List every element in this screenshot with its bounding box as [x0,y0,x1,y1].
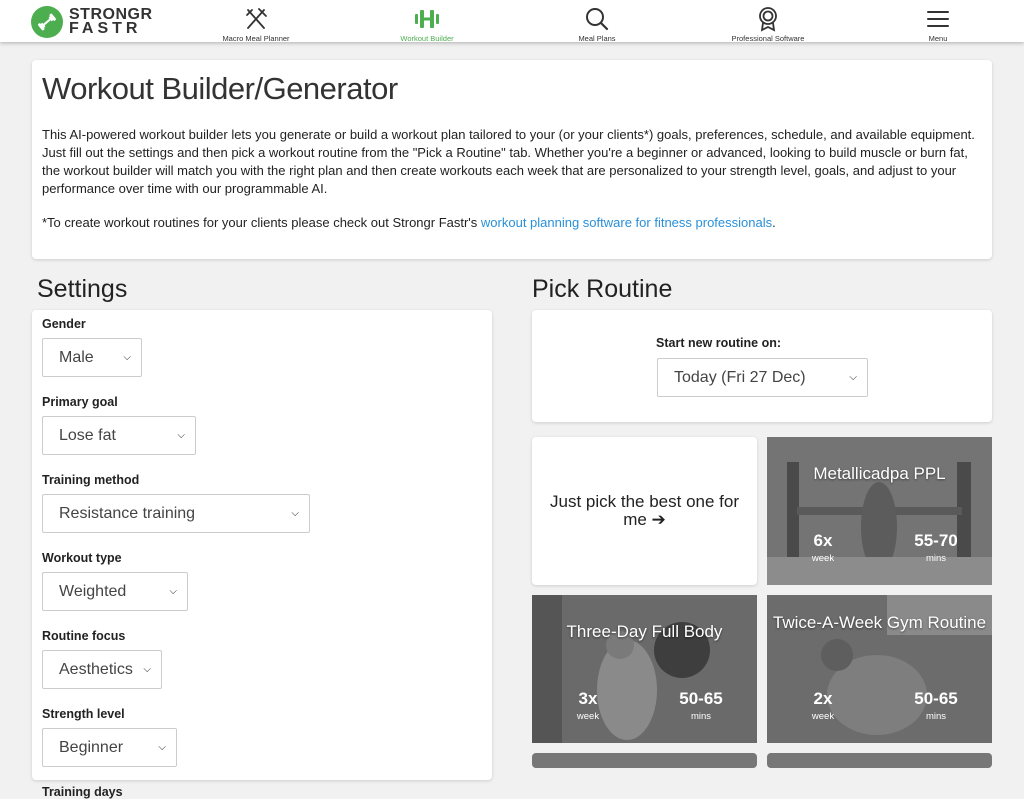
strength-level-select[interactable] [42,728,177,767]
routine-tile-metallicadpa-ppl[interactable] [767,437,992,585]
primary-goal-field [42,395,482,455]
routine-focus-label: Routine focus [42,629,126,643]
frequency-value: 2x [813,689,833,708]
strength-level-field [42,707,482,767]
note-suffix: . [772,215,776,230]
gender-value: Male [59,348,94,366]
gender-label: Gender [42,317,86,331]
logo-text [69,8,153,36]
workout-type-field [42,551,482,611]
intro-card [32,60,992,259]
frequency-value: 3x [578,689,598,708]
chevron-down-icon: ⌵ [169,586,177,597]
duration-value: 50-65 [679,689,723,708]
training-method-field [42,473,482,533]
award-icon [755,6,781,32]
chevron-down-icon: ⌵ [291,508,299,519]
dumbbell-icon [413,6,441,32]
training-method-select[interactable] [42,494,310,533]
routine-duration [906,690,966,722]
pick-best-text: Just pick the best one for me [550,492,739,529]
pro-software-link[interactable]: workout planning software for fitness professionals [480,215,773,230]
nav-professional-software[interactable] [708,6,828,43]
chevron-down-icon: ⌵ [158,742,166,753]
chevron-down-icon: ⌵ [849,372,857,383]
chevron-down-icon: ⌵ [177,430,185,441]
routine-name: Three-Day Full Body [566,622,723,641]
routine-duration [906,532,966,564]
logo-line1: STRONGR [69,6,153,23]
nav-label: Workout Builder [400,34,454,43]
start-routine-label: Start new routine on: [656,336,781,350]
nav-label: Professional Software [731,34,805,43]
strength-level-label: Strength level [42,707,125,721]
gender-select[interactable] [42,338,142,377]
top-navbar [0,0,1024,42]
note-prefix: *To create workout routines for your clients please check out Strongr Fastr's [42,215,481,230]
start-date-select[interactable] [657,358,868,397]
routine-tile-partial[interactable] [767,753,992,768]
hamburger-icon [925,6,951,32]
nav-macro-meal-planner[interactable] [196,6,316,43]
start-routine-card [532,310,992,422]
nav-workout-builder[interactable] [367,6,487,43]
frequency-unit: week [576,711,600,722]
pick-best-routine-tile[interactable] [532,437,757,585]
settings-heading: Settings [37,275,128,303]
routine-frequency [793,690,853,722]
nav-menu[interactable] [878,6,998,43]
primary-goal-select[interactable] [42,416,196,455]
routine-tile-three-day-full-body[interactable] [532,595,757,743]
workout-type-value: Weighted [59,582,127,600]
logo-dumbbell-icon [31,6,63,38]
arrow-right-icon: ➔ [651,510,666,529]
pick-best-label [550,493,739,529]
gender-field [42,317,482,377]
routine-focus-select[interactable] [42,650,162,689]
frequency-value: 6x [813,531,833,550]
training-days-label: Training days [42,785,123,799]
training-method-value: Resistance training [59,504,196,522]
routine-name: Metallicadpa PPL [813,464,946,483]
routine-tile-partial[interactable] [532,753,757,768]
routine-frequency [793,532,853,564]
duration-unit: mins [690,711,712,722]
page-title: Workout Builder/Generator [42,71,398,106]
workout-type-select[interactable] [42,572,188,611]
duration-unit: mins [925,553,947,564]
nav-label: Meal Plans [578,34,616,43]
frequency-unit: week [811,553,835,564]
settings-card [32,310,492,799]
intro-note [42,214,982,232]
routine-focus-field [42,629,482,689]
nav-label: Macro Meal Planner [222,34,290,43]
start-date-value: Today (Fri 27 Dec) [674,368,806,386]
intro-description: This AI-powered workout builder lets you generate or build a workout plan tailored to your (or your clients*) goals, preferences, schedule, and available equipment. Just fill out the settings and then pick a workout routine from the "Pick a Routine" tab. Whether you're a beginner or advanced, looking to build muscle or burn fat, the workout builder will match you with the right plan and then create workouts each week that are personalized to your strength level, goals, and adjust to your performance over time with our programmable AI. [42,127,975,196]
nav-label: Menu [928,34,948,43]
routine-tile-twice-a-week-gym[interactable] [767,595,992,743]
routine-duration [671,690,731,722]
duration-unit: mins [925,711,947,722]
chevron-down-icon: ⌵ [143,664,151,675]
training-days-field [42,785,482,799]
search-icon [584,6,610,32]
nav-meal-plans[interactable] [537,6,657,43]
duration-value: 50-65 [914,689,958,708]
routine-focus-value: Aesthetics [59,660,133,678]
duration-value: 55-70 [914,531,958,550]
logo-line2: FASTR [69,20,142,37]
workout-type-label: Workout type [42,551,122,565]
chevron-down-icon: ⌵ [123,352,131,363]
training-method-label: Training method [42,473,140,487]
primary-goal-value: Lose fat [59,426,116,444]
pick-routine-heading: Pick Routine [532,275,673,303]
routine-frequency [558,690,618,722]
utensils-icon [243,6,269,32]
strength-level-value: Beginner [59,738,124,756]
routine-name: Twice-A-Week Gym Routine [772,613,987,632]
logo[interactable] [31,6,153,38]
frequency-unit: week [811,711,835,722]
primary-goal-label: Primary goal [42,395,118,409]
